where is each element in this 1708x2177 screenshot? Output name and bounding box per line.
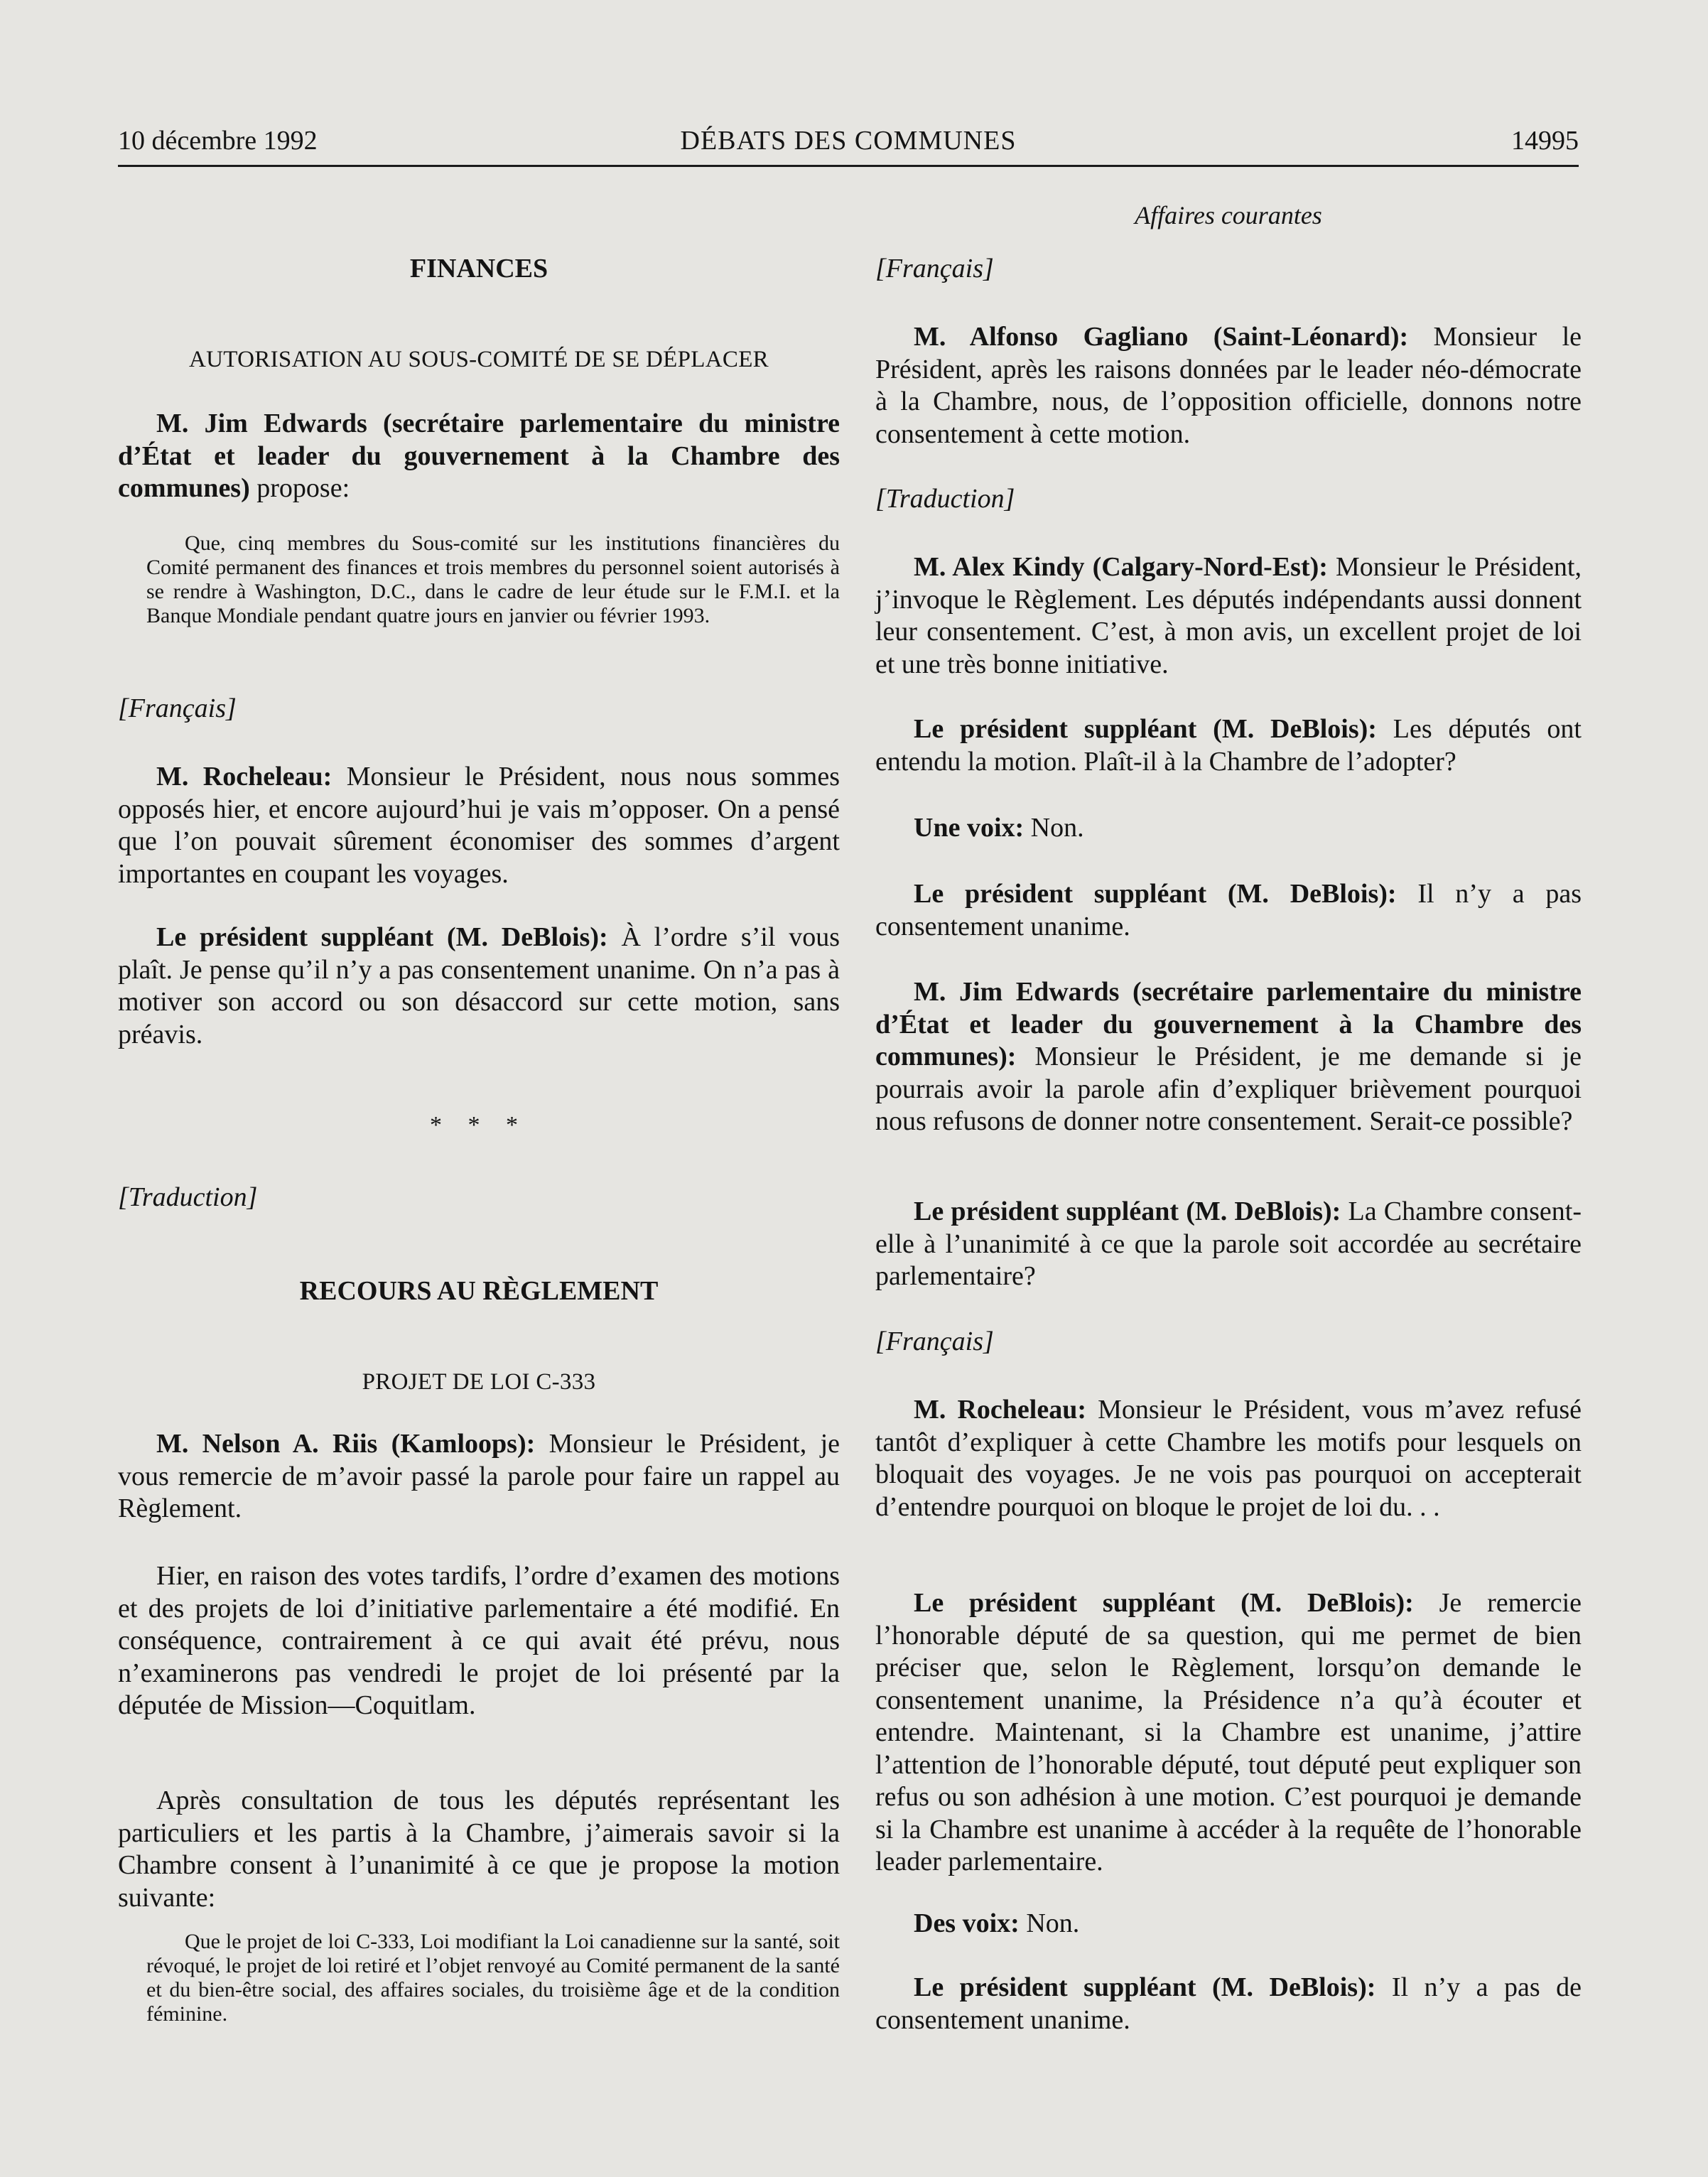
running-head: Affaires courantes	[1135, 201, 1322, 229]
speech-edwards-motion	[118, 408, 840, 505]
motion-quote-bill: Que le projet de loi C-333, Loi modifiant la Loi canadienne sur la santé, soit révoqué, le projet de loi retiré et l’objet renvoyé au Comité permanent de la santé et du bien-être social, des affaires sociales, du troisième âge et de la condition féminine.	[146, 1930, 840, 2026]
heading-finances: FINANCES	[409, 254, 548, 283]
speech-rocheleau	[875, 1394, 1582, 1523]
speech-deblois	[875, 713, 1582, 778]
speech-deblois	[118, 922, 840, 1051]
speech-une-voix	[875, 812, 1582, 845]
speech-riis	[118, 1428, 840, 1525]
speaker-name: M. Rocheleau:	[156, 762, 333, 792]
speech-text: Monsieur le Président, je me demande si je pourrais avoir la parole afin d’expliquer brièvement pourquoi nous refusons de donner notre consentement. Serait-ce possible?	[875, 1042, 1582, 1136]
speech-des-voix	[875, 1908, 1582, 1940]
header-title: DÉBATS DES COMMUNES	[680, 126, 1017, 156]
speaker-name: Une voix:	[914, 813, 1025, 843]
speech-text: La Chambre consent-elle à l’unanimité à ce que la parole soit accordée au secrétaire parlementaire?	[875, 1196, 1582, 1291]
speech-text: Non.	[1024, 813, 1084, 843]
speaker-name: M. Nelson A. Riis (Kamloops):	[156, 1429, 536, 1459]
speech-text: Il n’y a pas de consentement unanime.	[875, 1972, 1582, 2035]
speech-deblois	[875, 1972, 1582, 2036]
speech-text: Non.	[1019, 1908, 1080, 1938]
speech-kindy	[875, 551, 1582, 681]
speech-text: Il n’y a pas consentement unanime.	[875, 879, 1582, 941]
speaker-name: Le président suppléant (M. DeBlois):	[914, 714, 1377, 744]
speech-riis-continued: Hier, en raison des votes tardifs, l’ordre d’examen des motions et des projets de loi d’initiative parlementaire a été modifié. En conséquence, contrairement à ce qui avait été prévu, nous n’examinerons pas vendredi le projet de loi présenté par la députée de Mission—Coquitlam.	[118, 1561, 840, 1720]
speaker-name: Le président suppléant (M. DeBlois):	[914, 1972, 1376, 2002]
language-marker: [Français]	[875, 1327, 994, 1356]
speech-riis-motion: Après consultation de tous les députés représentant les particuliers et les partis à la Chambre, j’aimerais savoir si la Chambre consent à l’unanimité à ce que je propose la motion suivante:	[118, 1786, 840, 1913]
speaker-name: Des voix:	[914, 1908, 1020, 1938]
heading-recours: RECOURS AU RÈGLEMENT	[299, 1276, 659, 1306]
language-marker: [Traduction]	[118, 1182, 258, 1212]
language-marker: [Traduction]	[875, 484, 1015, 514]
speech-deblois	[875, 1196, 1582, 1293]
speech-text: Monsieur le Président, nous nous sommes opposés hier, et encore aujourd’hui je vais m’opposer. On a pensé que l’on pouvait sûrement économiser des sommes d’argent importantes en coupant les voyages.	[118, 762, 840, 889]
speech-text: À l’ordre s’il vous plaît. Je pense qu’il n’y a pas consentement unanime. On n’a pas à motiver son accord ou son désaccord sur cette motion, sans préavis.	[118, 922, 840, 1049]
subheading-travel: AUTORISATION AU SOUS-COMITÉ DE SE DÉPLACER	[189, 347, 769, 372]
section-separator: * * *	[430, 1112, 528, 1138]
speech-text: propose:	[249, 473, 350, 503]
speech-edwards	[875, 976, 1582, 1138]
motion-quote-travel: Que, cinq membres du Sous-comité sur les institutions financières du Comité permanent des finances et trois membres du personnel soient autorisés à se rendre à Washington, D.C., dans le cadre de leur étude sur le F.M.I. et la Banque Mondiale pendant quatre jours en janvier ou février 1993.	[146, 531, 840, 627]
speaker-name: Le président suppléant (M. DeBlois):	[914, 1588, 1414, 1618]
header-page-number: 14995	[1511, 126, 1579, 156]
speech-text: Les députés ont entendu la motion. Plaît-il à la Chambre de l’adopter?	[875, 714, 1582, 777]
speaker-name: Le président suppléant (M. DeBlois):	[914, 1196, 1341, 1226]
language-marker: [Français]	[118, 693, 237, 723]
speech-deblois	[875, 1587, 1582, 1879]
speaker-name: Le président suppléant (M. DeBlois):	[914, 879, 1397, 909]
speaker-name: Le président suppléant (M. DeBlois):	[156, 922, 608, 952]
speech-text: Monsieur le Président, j’invoque le Règlement. Les députés indépendants aussi donnent leur consentement. C’est, à mon avis, un excellent projet de loi et une très bonne initiative.	[875, 552, 1582, 679]
speech-deblois	[875, 878, 1582, 943]
speaker-name: M. Rocheleau:	[914, 1395, 1086, 1425]
language-marker: [Français]	[875, 254, 994, 283]
header-date: 10 décembre 1992	[118, 126, 318, 156]
speech-text: Monsieur le Président, je vous remercie de m’avoir passé la parole pour faire un rappel au Règlement.	[118, 1429, 840, 1523]
speaker-name: M. Jim Edwards (secrétaire parlementaire du ministre d’État et leader du gouvernement à la Chambre des communes):	[875, 977, 1582, 1071]
subheading-bill: PROJET DE LOI C-333	[362, 1369, 596, 1395]
speaker-name: M. Alfonso Gagliano (Saint-Léonard):	[914, 322, 1409, 352]
page-header	[118, 122, 1579, 167]
speaker-name: M. Alex Kindy (Calgary-Nord-Est):	[914, 552, 1328, 582]
speech-rocheleau	[118, 761, 840, 890]
speech-gagliano	[875, 321, 1582, 450]
speech-text: Monsieur le Président, après les raisons données par le leader néo-démocrate à la Chambre, nous, de l’opposition officielle, donnons notre consentement à cette motion.	[875, 322, 1582, 449]
speech-text: Monsieur le Président, vous m’avez refusé tantôt d’expliquer à cette Chambre les motifs pour lesquels on bloquait des voyages. Je ne vois pas pourquoi on accepterait d’entendre pourquoi on bloque le projet de loi du. . .	[875, 1395, 1582, 1522]
speech-text: Je remercie l’honorable député de sa question, qui me permet de bien préciser que, selon le Règlement, lorsqu’on demande le consentement unanime, la Présidence n’a qu’à écouter et entendre. Maintenant, si la Chambre est unanime, j’attire l’attention de l’honorable député, tout député peut expliquer son refus ou son adhésion à une motion. C’est pourquoi je demande si la Chambre est unanime à accéder à la requête de l’honorable leader parlementaire.	[875, 1588, 1582, 1876]
speaker-name: M. Jim Edwards (secrétaire parlementaire du ministre d’État et leader du gouvernement à la Chambre des communes)	[118, 409, 840, 503]
